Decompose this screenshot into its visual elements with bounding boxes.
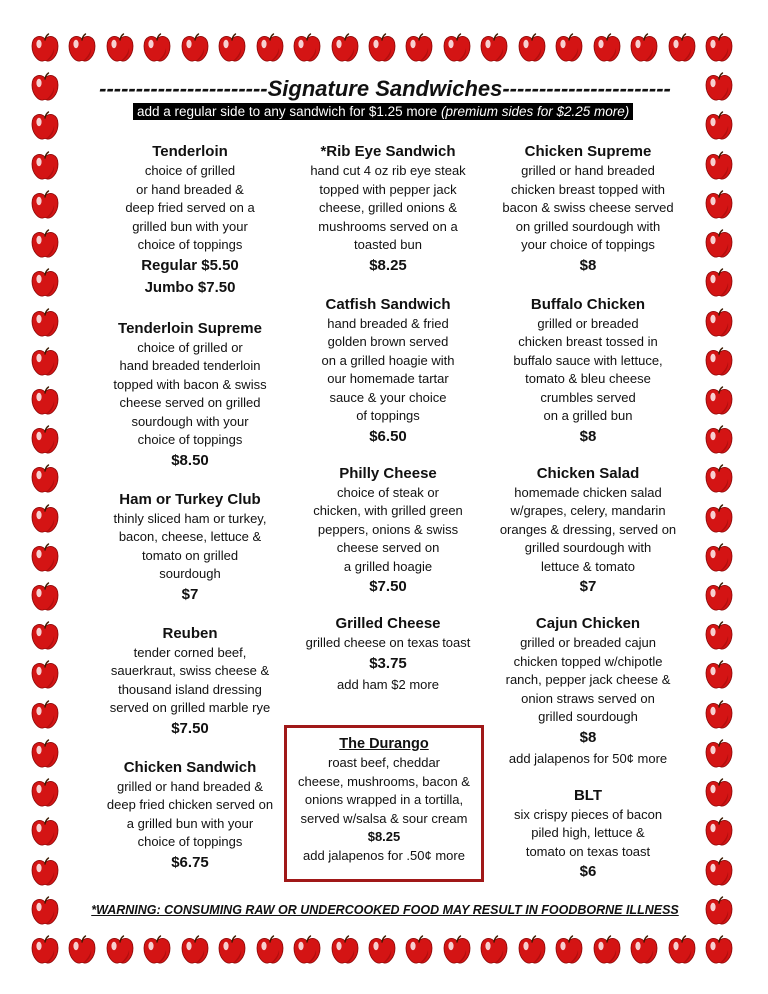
item-price: $6 xyxy=(579,863,597,880)
item-price: Regular $5.50 xyxy=(141,256,239,274)
durango-price: $8.25 xyxy=(367,829,401,844)
menu-item xyxy=(488,142,688,277)
item-description: grilled or breaded chicken breast tossed in buffalo sauce with lettuce, tomato & bleu cheese crumbles served on a grilled bun xyxy=(513,315,663,423)
menu-item xyxy=(94,490,286,606)
menu-item xyxy=(94,624,286,740)
menu-item xyxy=(288,142,488,277)
item-name: Cajun Chicken xyxy=(535,615,641,632)
item-price: $8.25 xyxy=(369,256,407,274)
item-name: Chicken Supreme xyxy=(524,143,652,160)
item-description: homemade chicken salad w/grapes, celery, mandarin oranges & dressing, served on grilled sourdough with lettuce & tomato xyxy=(499,484,677,574)
menu-item xyxy=(488,614,688,768)
item-description: grilled or breaded cajun chicken topped w/chipotle ranch, pepper jack cheese & onion straws served on grilled sourdough xyxy=(505,635,671,724)
item-name: Chicken Sandwich xyxy=(123,758,257,776)
item-description: hand cut 4 oz rib eye steak topped with pepper jack cheese, grilled onions & mushrooms served on a toasted bun xyxy=(310,163,466,252)
durango-note: add jalapenos for .50¢ more xyxy=(303,848,465,863)
durango-name: The Durango xyxy=(339,736,429,752)
menu-item xyxy=(288,464,488,599)
item-name: Tenderloin xyxy=(152,143,228,160)
item-description: grilled or hand breaded chicken breast topped with bacon & swiss cheese served on grilled sourdough with your choice of toppings xyxy=(502,163,674,252)
item-description: choice of steak or chicken, with grilled green peppers, onions & swiss cheese served on a grilled hoagie xyxy=(313,484,463,574)
item-name: Tenderloin Supreme xyxy=(118,319,262,337)
item-name: Grilled Cheese xyxy=(335,615,441,632)
item-description: hand breaded & fried golden brown served on a grilled hoagie with our homemade tartar sauce & your choice of toppings xyxy=(321,315,455,423)
item-price: $7 xyxy=(181,585,199,603)
item-price: $8.50 xyxy=(171,451,209,469)
item-description: six crispy pieces of bacon piled high, lettuce & tomato on texas toast xyxy=(513,806,663,859)
menu-item xyxy=(94,758,286,874)
item-price: $3.75 xyxy=(369,654,407,672)
item-price: Jumbo $7.50 xyxy=(144,278,236,296)
item-price: $7.50 xyxy=(171,719,209,737)
item-name: Catfish Sandwich xyxy=(325,295,451,313)
item-name: Buffalo Chicken xyxy=(530,295,646,313)
item-description: choice of grilled or hand breaded & deep fried served on a grilled bun with your choice of toppings xyxy=(125,163,255,252)
menu-item xyxy=(488,295,688,448)
item-price: $6.75 xyxy=(171,853,209,871)
durango-special-box xyxy=(284,725,484,882)
page-title: -----------------------Signature Sandwiches----------------------- xyxy=(99,76,671,101)
durango-description: roast beef, cheddar cheese, mushrooms, bacon & onions wrapped in a tortilla, served w/salsa & sour cream xyxy=(298,755,470,826)
item-name: BLT xyxy=(573,786,603,804)
item-note: add jalapenos for 50¢ more xyxy=(508,750,668,766)
menu-column-left xyxy=(94,142,286,874)
item-name: Philly Cheese xyxy=(339,464,437,482)
item-price: $8 xyxy=(579,256,597,274)
item-name: Reuben xyxy=(162,624,218,642)
item-note: add ham $2 more xyxy=(337,676,439,692)
menu-item xyxy=(288,295,488,448)
side-note-regular: add a regular side to any sandwich for $1.25 more xyxy=(137,104,438,119)
item-description: choice of grilled or hand breaded tenderloin topped with bacon & swiss cheese served on grilled sourdough with your choice of toppings xyxy=(113,339,267,447)
menu-column-middle xyxy=(288,142,488,694)
food-warning: *WARNING: CONSUMING RAW OR UNDERCOOKED FOOD MAY RESULT IN FOODBORNE ILLNESS xyxy=(91,903,679,917)
menu-item xyxy=(94,142,286,299)
item-price: $7 xyxy=(579,578,597,595)
item-price: $8 xyxy=(579,728,597,746)
item-name: Chicken Salad xyxy=(536,464,640,482)
menu-item xyxy=(488,786,688,884)
side-note xyxy=(133,103,633,120)
item-price: $8 xyxy=(579,427,597,445)
item-name: *Rib Eye Sandwich xyxy=(320,143,456,160)
item-name: Ham or Turkey Club xyxy=(119,490,261,508)
side-note-premium: (premium sides for $2.25 more) xyxy=(440,104,630,119)
item-description: tender corned beef, sauerkraut, swiss cheese & thousand island dressing served on grilled marble rye xyxy=(109,644,271,715)
item-description: grilled cheese on texas toast xyxy=(305,635,471,650)
menu-column-right xyxy=(488,142,688,883)
menu-item xyxy=(94,319,286,472)
menu-item xyxy=(488,464,688,599)
item-price: $6.50 xyxy=(369,427,407,445)
item-description: grilled or hand breaded & deep fried chicken served on a grilled bun with your choice of toppings xyxy=(106,778,274,849)
item-price: $7.50 xyxy=(369,578,407,595)
item-description: thinly sliced ham or turkey, bacon, cheese, lettuce & tomato on grilled sourdough xyxy=(113,510,267,581)
menu-item xyxy=(288,614,488,694)
